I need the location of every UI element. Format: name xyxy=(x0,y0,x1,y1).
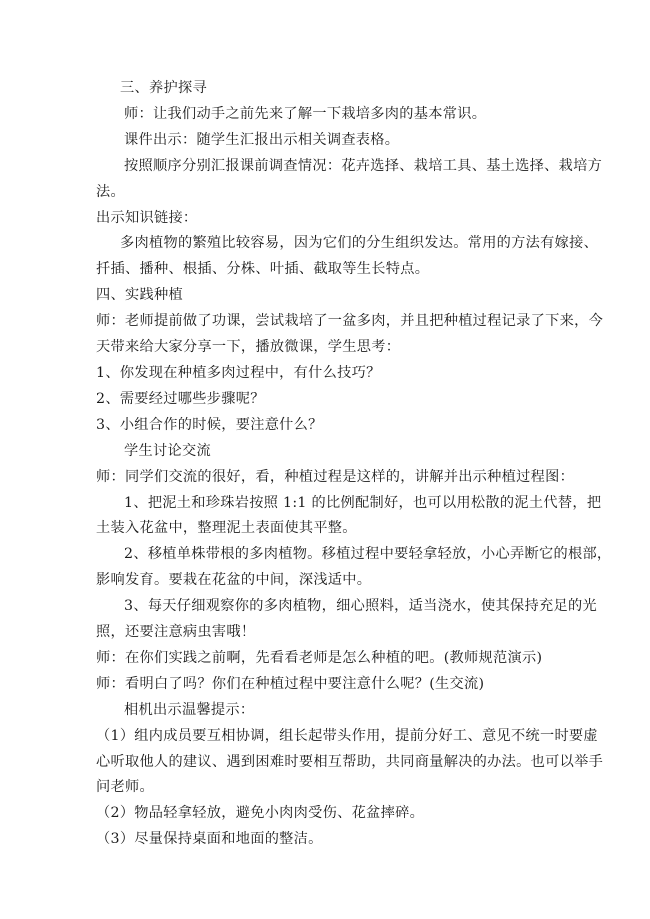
paragraph-line: 师：老师提前做了功课，尝试栽培了一盆多肉，并且把种植过程记录了下来，今 xyxy=(96,313,604,330)
step-item: 照，还要注意病虫害哦！ xyxy=(96,624,256,641)
step-item: 1、把泥土和珍珠岩按照 1:1 的比例配制好，也可以用松散的泥土代替，把 xyxy=(124,494,602,511)
paragraph-line: 课件出示：随学生汇报出示相关调查表格。 xyxy=(124,131,400,148)
tip-item: （2）物品轻拿轻放，避免小肉肉受伤、花盆摔碎。 xyxy=(96,805,425,822)
question-item: 3、小组合作的时候，要注意什么？ xyxy=(96,416,323,433)
step-item: 土装入花盆中，整理泥土表面使其平整。 xyxy=(96,520,357,537)
paragraph-line: 出示知识链接： xyxy=(96,209,198,226)
section-heading-3: 三、养护探寻 xyxy=(120,80,207,96)
paragraph-line: 法。 xyxy=(96,183,125,200)
question-item: 1、你发现在种植多肉过程中，有什么技巧？ xyxy=(96,364,381,381)
tip-item: （3）尽量保持桌面和地面的整洁。 xyxy=(96,831,323,848)
paragraph-line: 多肉植物的繁殖比较容易，因为它们的分生组织发达。常用的方法有嫁接、 xyxy=(120,235,599,252)
step-item: 影响发育。要栽在花盆的中间，深浅适中。 xyxy=(96,572,372,589)
paragraph-line: 相机出示温馨提示： xyxy=(124,701,255,718)
question-item: 2、需要经过哪些步骤呢？ xyxy=(96,390,265,407)
section-heading-4: 四、实践种植 xyxy=(96,287,183,304)
paragraph-line: 师：让我们动手之前先来了解一下栽培多肉的基本常识。 xyxy=(124,105,487,122)
step-item: 2、移植单株带根的多肉植物。移植过程中要轻拿轻放，小心弄断它的根部， xyxy=(124,546,612,563)
paragraph-line: 天带来给大家分享一下，播放微课，学生思考： xyxy=(96,339,401,356)
paragraph-line: 扦插、播种、根插、分株、叶插、截取等生长特点。 xyxy=(96,261,430,278)
paragraph-line: 师：同学们交流的很好，看，种植过程是这样的，讲解并出示种植过程图： xyxy=(96,468,575,485)
tip-item: 心听取他人的建议、遇到困难时要相互帮助，共同商量解决的办法。也可以举手 xyxy=(96,753,604,770)
tip-item: 问老师。 xyxy=(96,779,154,796)
step-item: 3、每天仔细观察你的多肉植物，细心照料，适当浇水，使其保持充足的光 xyxy=(124,598,597,615)
paragraph-line: 师：在你们实践之前啊，先看看老师是怎么种植的吧。(教师规范演示) xyxy=(96,649,543,666)
paragraph-line: 按照顺序分别汇报课前调查情况：花卉选择、栽培工具、基土选择、栽培方 xyxy=(124,157,603,174)
paragraph-line: 师：看明白了吗？你们在种植过程中要注意什么呢？(生交流) xyxy=(96,675,485,692)
paragraph-line: 学生讨论交流 xyxy=(124,442,211,459)
tip-item: （1）组内成员要互相协调，组长起带头作用，提前分好工、意见不统一时要虚 xyxy=(96,727,598,744)
